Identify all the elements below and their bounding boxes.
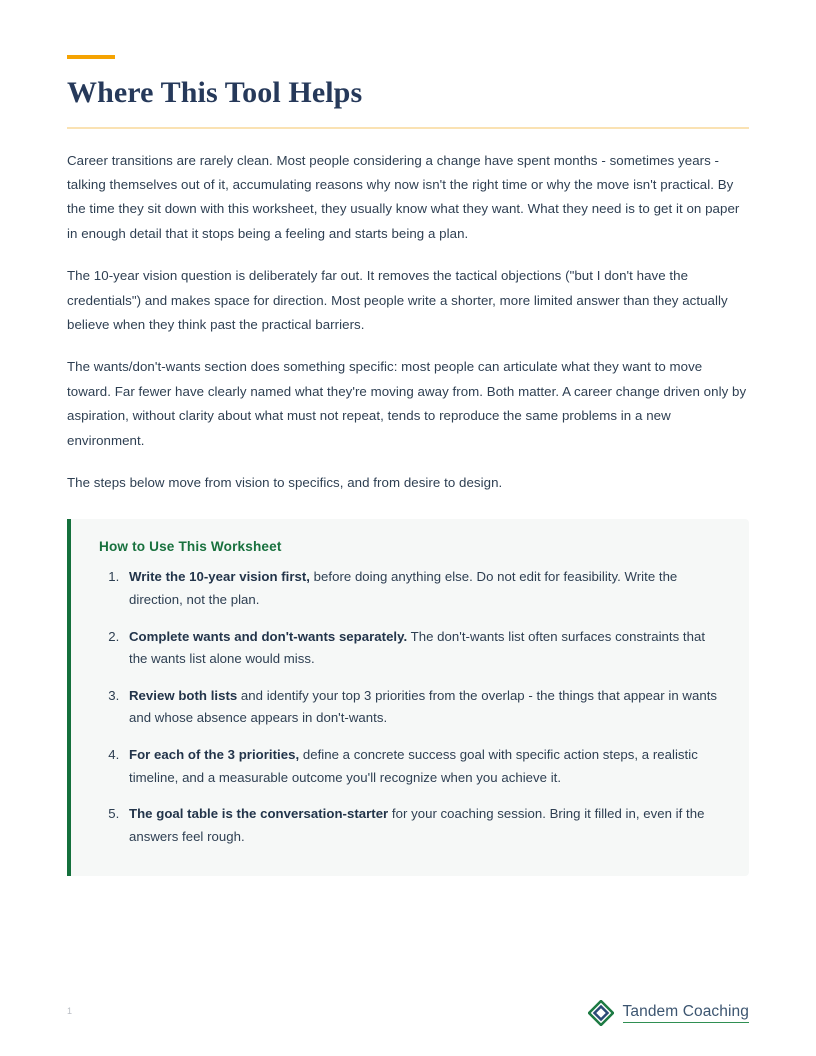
step-rest: define a concrete success goal with specific action steps, a realistic timeline, and a measurable outcome you'll recognize when you achieve it.: [129, 746, 698, 785]
step-lead: The goal table is the conversation-starter: [129, 806, 389, 822]
list-item: [123, 566, 725, 611]
page-footer: [0, 996, 816, 1056]
body-paragraph-2: The 10-year vision question is deliberately far out. It removes the tactical objections ("but I don't have the credentials") and makes space for direction. Most people write a shorter, more limited answer than they actually believe when they think past the practical barriers.: [67, 268, 728, 332]
body-paragraph-3: The wants/don't-wants section does something specific: most people can articulate what they want to move toward. Far fewer have clearly named what they're moving away from. Both matter. A career change driven only by aspiration, without clarity about what must not repeat, tends to reproduce the same problems in a new environment.: [67, 359, 747, 448]
step-rest: and identify your top 3 priorities from the overlap - the things that appear in wants and whose absence appears in don't-wants.: [129, 687, 718, 726]
step-lead: Review both lists: [129, 687, 238, 703]
title-divider-rule: [67, 127, 749, 129]
step-rest: before doing anything else. Do not edit for feasibility. Write the direction, not the plan.: [129, 569, 678, 607]
step-lead: Complete wants and don't-wants separately.: [129, 628, 408, 644]
brand-name: Tandem Coaching: [622, 1002, 749, 1020]
brand-underline: [623, 1022, 749, 1024]
page-number: 1: [67, 1006, 73, 1016]
step-lead: For each of the 3 priorities,: [129, 746, 300, 762]
list-item: [123, 626, 725, 671]
list-item: [123, 744, 725, 789]
list-item: [123, 685, 725, 730]
step-lead: Write the 10-year vision first,: [129, 569, 310, 585]
page-content: [67, 0, 749, 876]
steps-list: [99, 566, 725, 848]
title-accent-bar: [67, 55, 115, 59]
brand-logo: [588, 1000, 749, 1026]
step-rest: for your coaching session. Bring it filled in, even if the answers feel rough.: [129, 806, 705, 844]
body-paragraph-4: The steps below move from vision to specifics, and from desire to design.: [67, 474, 503, 490]
brand-text-group: [623, 1003, 749, 1024]
body-paragraph-1: Career transitions are rarely clean. Most people considering a change have spent months - sometimes years - talking themselves out of it, accumulating reasons why now isn't the right time or why the move isn't practical. By the time they sit down with this worksheet, they usually know what they want. What they need is to get it on paper in enough detail that it stops being a feeling and starts being a plan.: [67, 152, 740, 241]
step-rest: The don't-wants list often surfaces constraints that the wants list alone would miss.: [129, 628, 706, 667]
tandem-diamond-icon: [588, 1000, 614, 1026]
callout-heading: How to Use This Worksheet: [99, 539, 282, 555]
how-to-use-callout: [67, 519, 749, 876]
list-item: [123, 803, 725, 848]
page-title: Where This Tool Helps: [67, 76, 363, 109]
